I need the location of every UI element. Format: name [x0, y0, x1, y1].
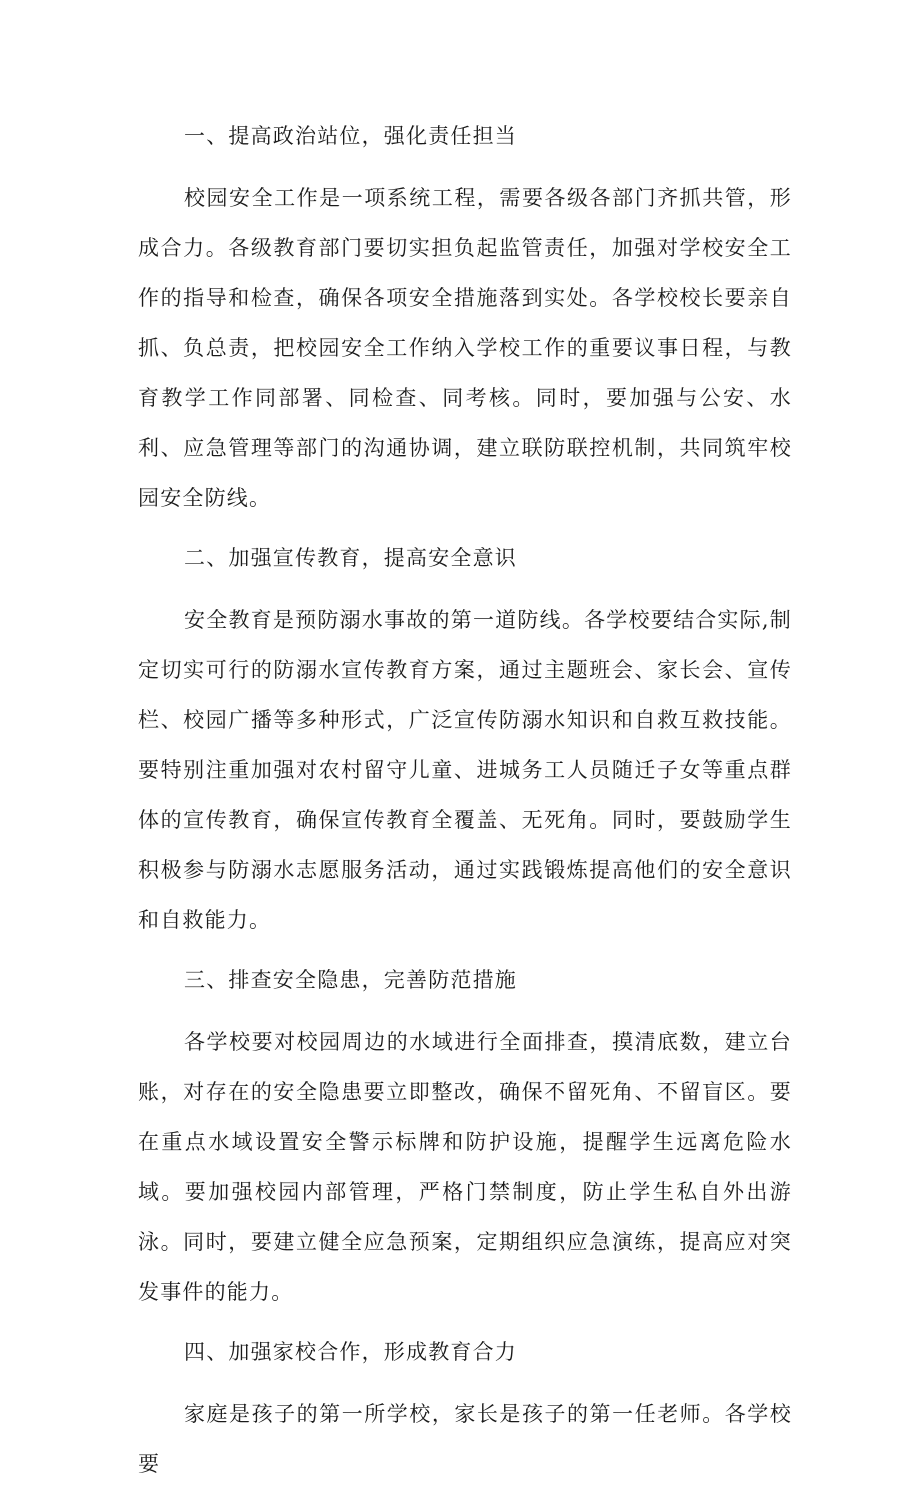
section-paragraph: 安全教育是预防溺水事故的第一道防线。各学校要结合实际,制定切实可行的防溺水宣传教育方案，通过主题班会、家长会、宣传栏、校园广播等多种形式，广泛宣传防溺水知识和自救互救技能。要特别注重加强对农村留守儿童、进城务工人员随迁子女等重点群体的宣传教育，确保宣传教育全覆盖、无死角。同时，要鼓励学生积极参与防溺水志愿服务活动，通过实践锻炼提高他们的安全意识和自救能力。 — [138, 608, 792, 932]
document-body — [138, 111, 792, 1489]
section-heading: 四、加强家校合作，形成教育合力 — [184, 1340, 517, 1364]
section-paragraph: 校园安全工作是一项系统工程，需要各级各部门齐抓共管，形成合力。各级教育部门要切实担负起监管责任，加强对学校安全工作的指导和检查，确保各项安全措施落到实处。各学校校长要亲自抓、负总责，把校园安全工作纳入学校工作的重要议事日程，与教育教学工作同部署、同检查、同考核。同时，要加强与公安、水利、应急管理等部门的沟通协调，建立联防联控机制，共同筑牢校园安全防线。 — [138, 186, 792, 510]
section-paragraph: 家庭是孩子的第一所学校，家长是孩子的第一任老师。各学校要 — [138, 1402, 792, 1476]
section-heading: 三、排查安全隐患，完善防范措施 — [184, 968, 517, 992]
section-paragraph: 各学校要对校园周边的水域进行全面排查，摸清底数，建立台账，对存在的安全隐患要立即整改，确保不留死角、不留盲区。要在重点水域设置安全警示标牌和防护设施，提醒学生远离危险水域。要加强校园内部管理，严格门禁制度，防止学生私自外出游泳。同时，要建立健全应急预案，定期组织应急演练，提高应对突发事件的能力。 — [138, 1030, 792, 1304]
section-heading: 一、提高政治站位，强化责任担当 — [184, 124, 517, 148]
section-heading: 二、加强宣传教育，提高安全意识 — [184, 546, 517, 570]
